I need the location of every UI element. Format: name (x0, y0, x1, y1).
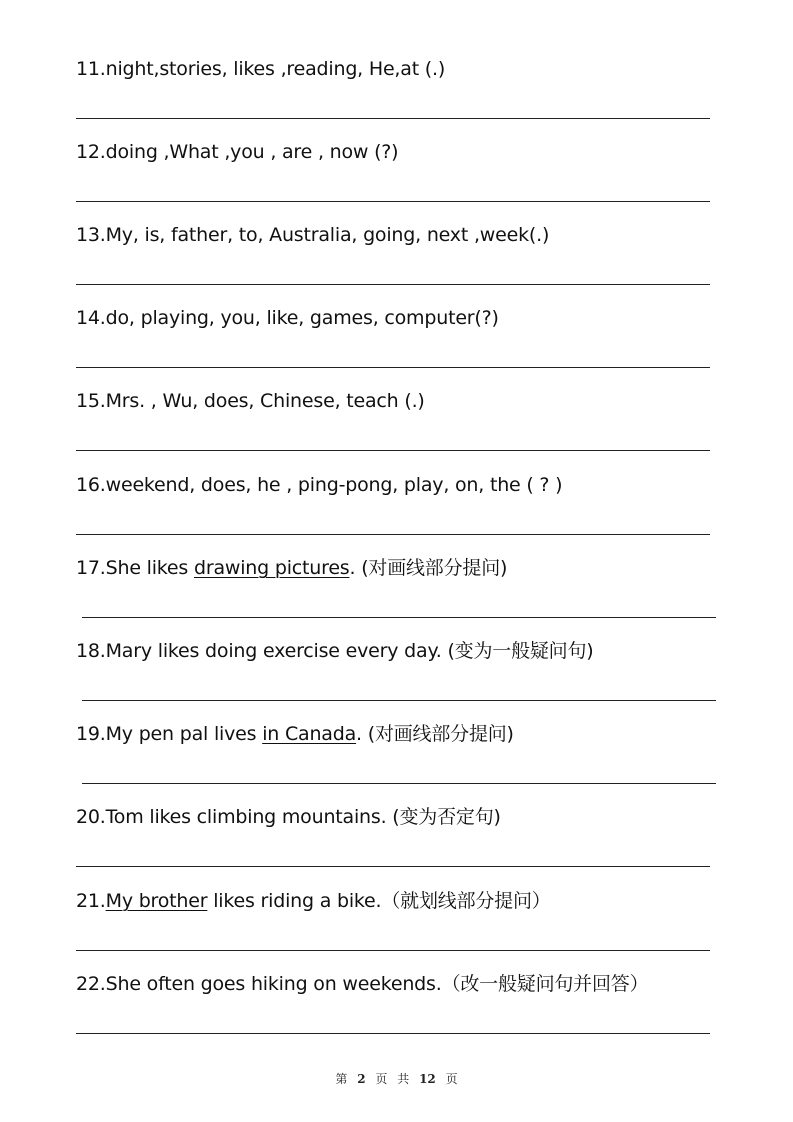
answer-line-16[interactable] (76, 534, 710, 535)
answer-line-17[interactable] (82, 617, 716, 618)
question-16-text: 16.weekend, does, he , ping-pong, play, on, the ( ? ) (76, 474, 563, 496)
question-20 (76, 805, 501, 829)
question-14 (76, 306, 499, 330)
answer-line-11[interactable] (76, 118, 710, 119)
page-indicator-prefix: 第 (335, 1072, 348, 1086)
question-21 (76, 889, 551, 913)
question-12 (76, 140, 398, 164)
question-19-underlined-phrase: in Canada (262, 723, 357, 745)
question-21-underlined-phrase: My brother (105, 890, 208, 912)
question-15-text: 15.Mrs. , Wu, does, Chinese, teach (.) (76, 390, 425, 412)
question-21-instruction: likes riding a bike.（就划线部分提问） (207, 890, 551, 912)
question-14-text: 14.do, playing, you, like, games, computer(?) (76, 307, 499, 329)
answer-line-19[interactable] (82, 783, 716, 784)
question-22-text: 22.She often goes hiking on weekends.（改一般疑问句并回答） (76, 973, 649, 995)
question-13 (76, 223, 549, 247)
question-11-text: 11.night,stories, likes ,reading, He,at (.) (76, 58, 446, 80)
answer-line-15[interactable] (76, 450, 710, 451)
question-19-text-start: 19.My pen pal lives (76, 723, 263, 745)
question-13-text: 13.My, is, father, to, Australia, going, next ,week(.) (76, 224, 550, 246)
question-19 (76, 722, 514, 746)
answer-line-21[interactable] (76, 950, 710, 951)
page-total: 12 (419, 1072, 436, 1086)
question-20-text: 20.Tom likes climbing mountains. (变为否定句) (76, 806, 501, 828)
question-17 (76, 556, 507, 580)
question-15 (76, 389, 425, 413)
question-17-underlined-phrase: drawing pictures (193, 557, 350, 579)
answer-line-18[interactable] (82, 700, 716, 701)
question-18 (76, 639, 593, 663)
question-17-text-start: 17.She likes (76, 557, 194, 579)
question-21-number: 21. (76, 890, 106, 912)
question-17-instruction: . (对画线部分提问) (349, 557, 508, 579)
answer-line-13[interactable] (76, 284, 710, 285)
page-indicator (0, 1070, 793, 1087)
question-22 (76, 972, 648, 996)
question-12-text: 12.doing ,What ,you , are , now (?) (76, 141, 399, 163)
question-16 (76, 473, 562, 497)
answer-line-22[interactable] (76, 1033, 710, 1034)
answer-line-12[interactable] (76, 201, 710, 202)
page-indicator-middle: 页 共 (375, 1072, 410, 1086)
question-19-instruction: . (对画线部分提问) (356, 723, 514, 745)
page-indicator-suffix: 页 (445, 1072, 458, 1086)
answer-line-20[interactable] (76, 866, 710, 867)
question-11 (76, 57, 445, 81)
answer-line-14[interactable] (76, 367, 710, 368)
page-number: 2 (357, 1072, 366, 1086)
question-18-text: 18.Mary likes doing exercise every day. (变为一般疑问句) (76, 640, 594, 662)
